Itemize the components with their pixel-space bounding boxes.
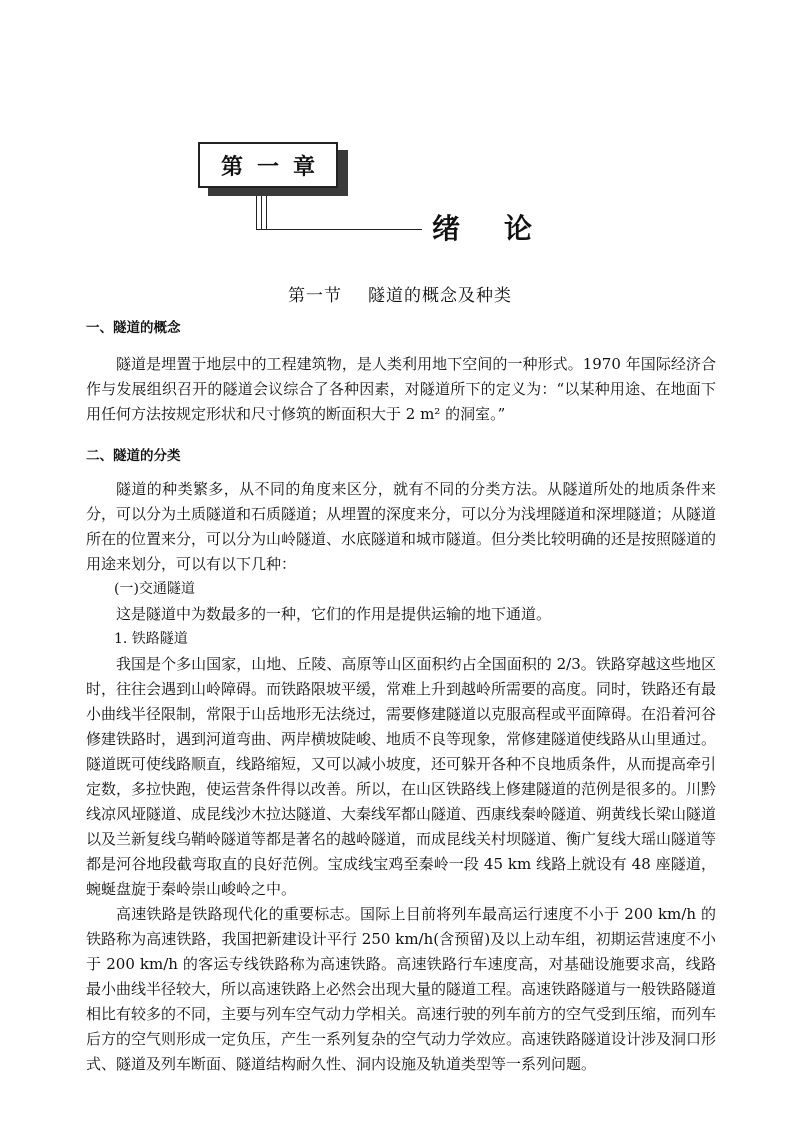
section-number: 第一节 (288, 286, 342, 306)
section-name: 隧道的概念及种类 (368, 286, 512, 306)
paragraph-classification: 隧道的种类繁多，从不同的角度来区分，就有不同的分类方法。从隧道所处的地质条件来分，可以分为土质隧道和石质隧道；从埋置的深度来分，可以分为浅埋隧道和深埋隧道；从隧道所在的位置来分，可以分为山岭隧道、水底隧道和城市隧道。但分类比较明确的还是按照隧道的用途来划分，可以有以下几种： (86, 480, 717, 573)
chapter-label: 第一章 (220, 154, 329, 180)
paragraph-traffic-tunnel: 这是隧道中为数最多的一种，它们的作用是提供运输的地下通道。 (116, 605, 552, 623)
chapter-label-box (198, 142, 338, 188)
chapter-title: 绪论 (432, 212, 577, 245)
subheading-traffic-tunnel: (一)交通隧道 (114, 581, 195, 597)
chapter-connector-line (256, 196, 257, 230)
subheading-railway-tunnel: 1. 铁路隧道 (114, 631, 188, 647)
paragraph-definition: 隧道是埋置于地层中的工程建筑物，是人类利用地下空间的一种形式。1970 年国际经济合作与发展组织召开的隧道会议综合了各种因素，对隧道所下的定义为：“以某种用途、在地面下用任何方法按规定形状和尺寸修筑的断面积大于 2 m² 的洞室。” (86, 355, 716, 423)
chapter-connector-line (266, 196, 267, 230)
section-title (0, 281, 800, 306)
paragraph-railway-tunnel: 我国是个多山国家，山地、丘陵、高原等山区面积约占全国面积的 2/3。铁路穿越这些地区时，往往会遇到山岭障碍。而铁路限坡平缓，常难上升到越岭所需要的高度。同时，铁路还有最小曲线半径限制，常限于山岳地形无法绕过，需要修建隧道以克服高程或平面障碍。在沿着河谷修建铁路时，遇到河道弯曲、两岸横坡陡峻、地质不良等现象，常修建隧道使线路从山里通过。隧道既可使线路顺直，线路缩短，又可以减小坡度，还可躲开各种不良地质条件，从而提高牵引定数，多拉快跑，使运营条件得以改善。所以，在山区铁路线上修建隧道的范例是很多的。川黔线凉风垭隧道、成昆线沙木拉达隧道、大秦线军都山隧道、西康线秦岭隧道、朔黄线长梁山隧道以及兰新复线乌鞘岭隧道等都是著名的越岭隧道，而成昆线关村坝隧道、衡广复线大瑶山隧道等都是河谷地段截弯取直的良好范例。宝成线宝鸡至秦岭一段 45 km 线路上就设有 48 座隧道，蜿蜒盘旋于秦岭崇山峻岭之中。 (86, 655, 717, 898)
chapter-underline (256, 229, 422, 230)
paragraph-high-speed-railway: 高速铁路是铁路现代化的重要标志。国际上目前将列车最高运行速度不小于 200 km/h 的铁路称为高速铁路，我国把新建设计平行 250 km/h(含预留)及以上动车组，初期运营速度不小于 200 km/h 的客运专线铁路称为高速铁路。高速铁路行车速度高，对基础设施要求高，线路最小曲线半径较大，所以高速铁路上必然会出现大量的隧道工程。高速铁路隧道与一般铁路隧道相比有较多的不同，主要与列车空气动力学相关。高速行驶的列车前方的空气受到压缩，而列车后方的空气则形成一定负压，产生一系列复杂的空气动力学效应。高速铁路隧道设计涉及洞口形式、隧道及列车断面、隧道结构耐久性、洞内设施及轨道类型等一系列问题。 (86, 905, 717, 1073)
page-body (86, 316, 716, 1077)
heading-classification: 二、隧道的分类 (86, 448, 181, 464)
heading-concept: 一、隧道的概念 (86, 320, 181, 336)
chapter-connector-line (261, 196, 262, 230)
